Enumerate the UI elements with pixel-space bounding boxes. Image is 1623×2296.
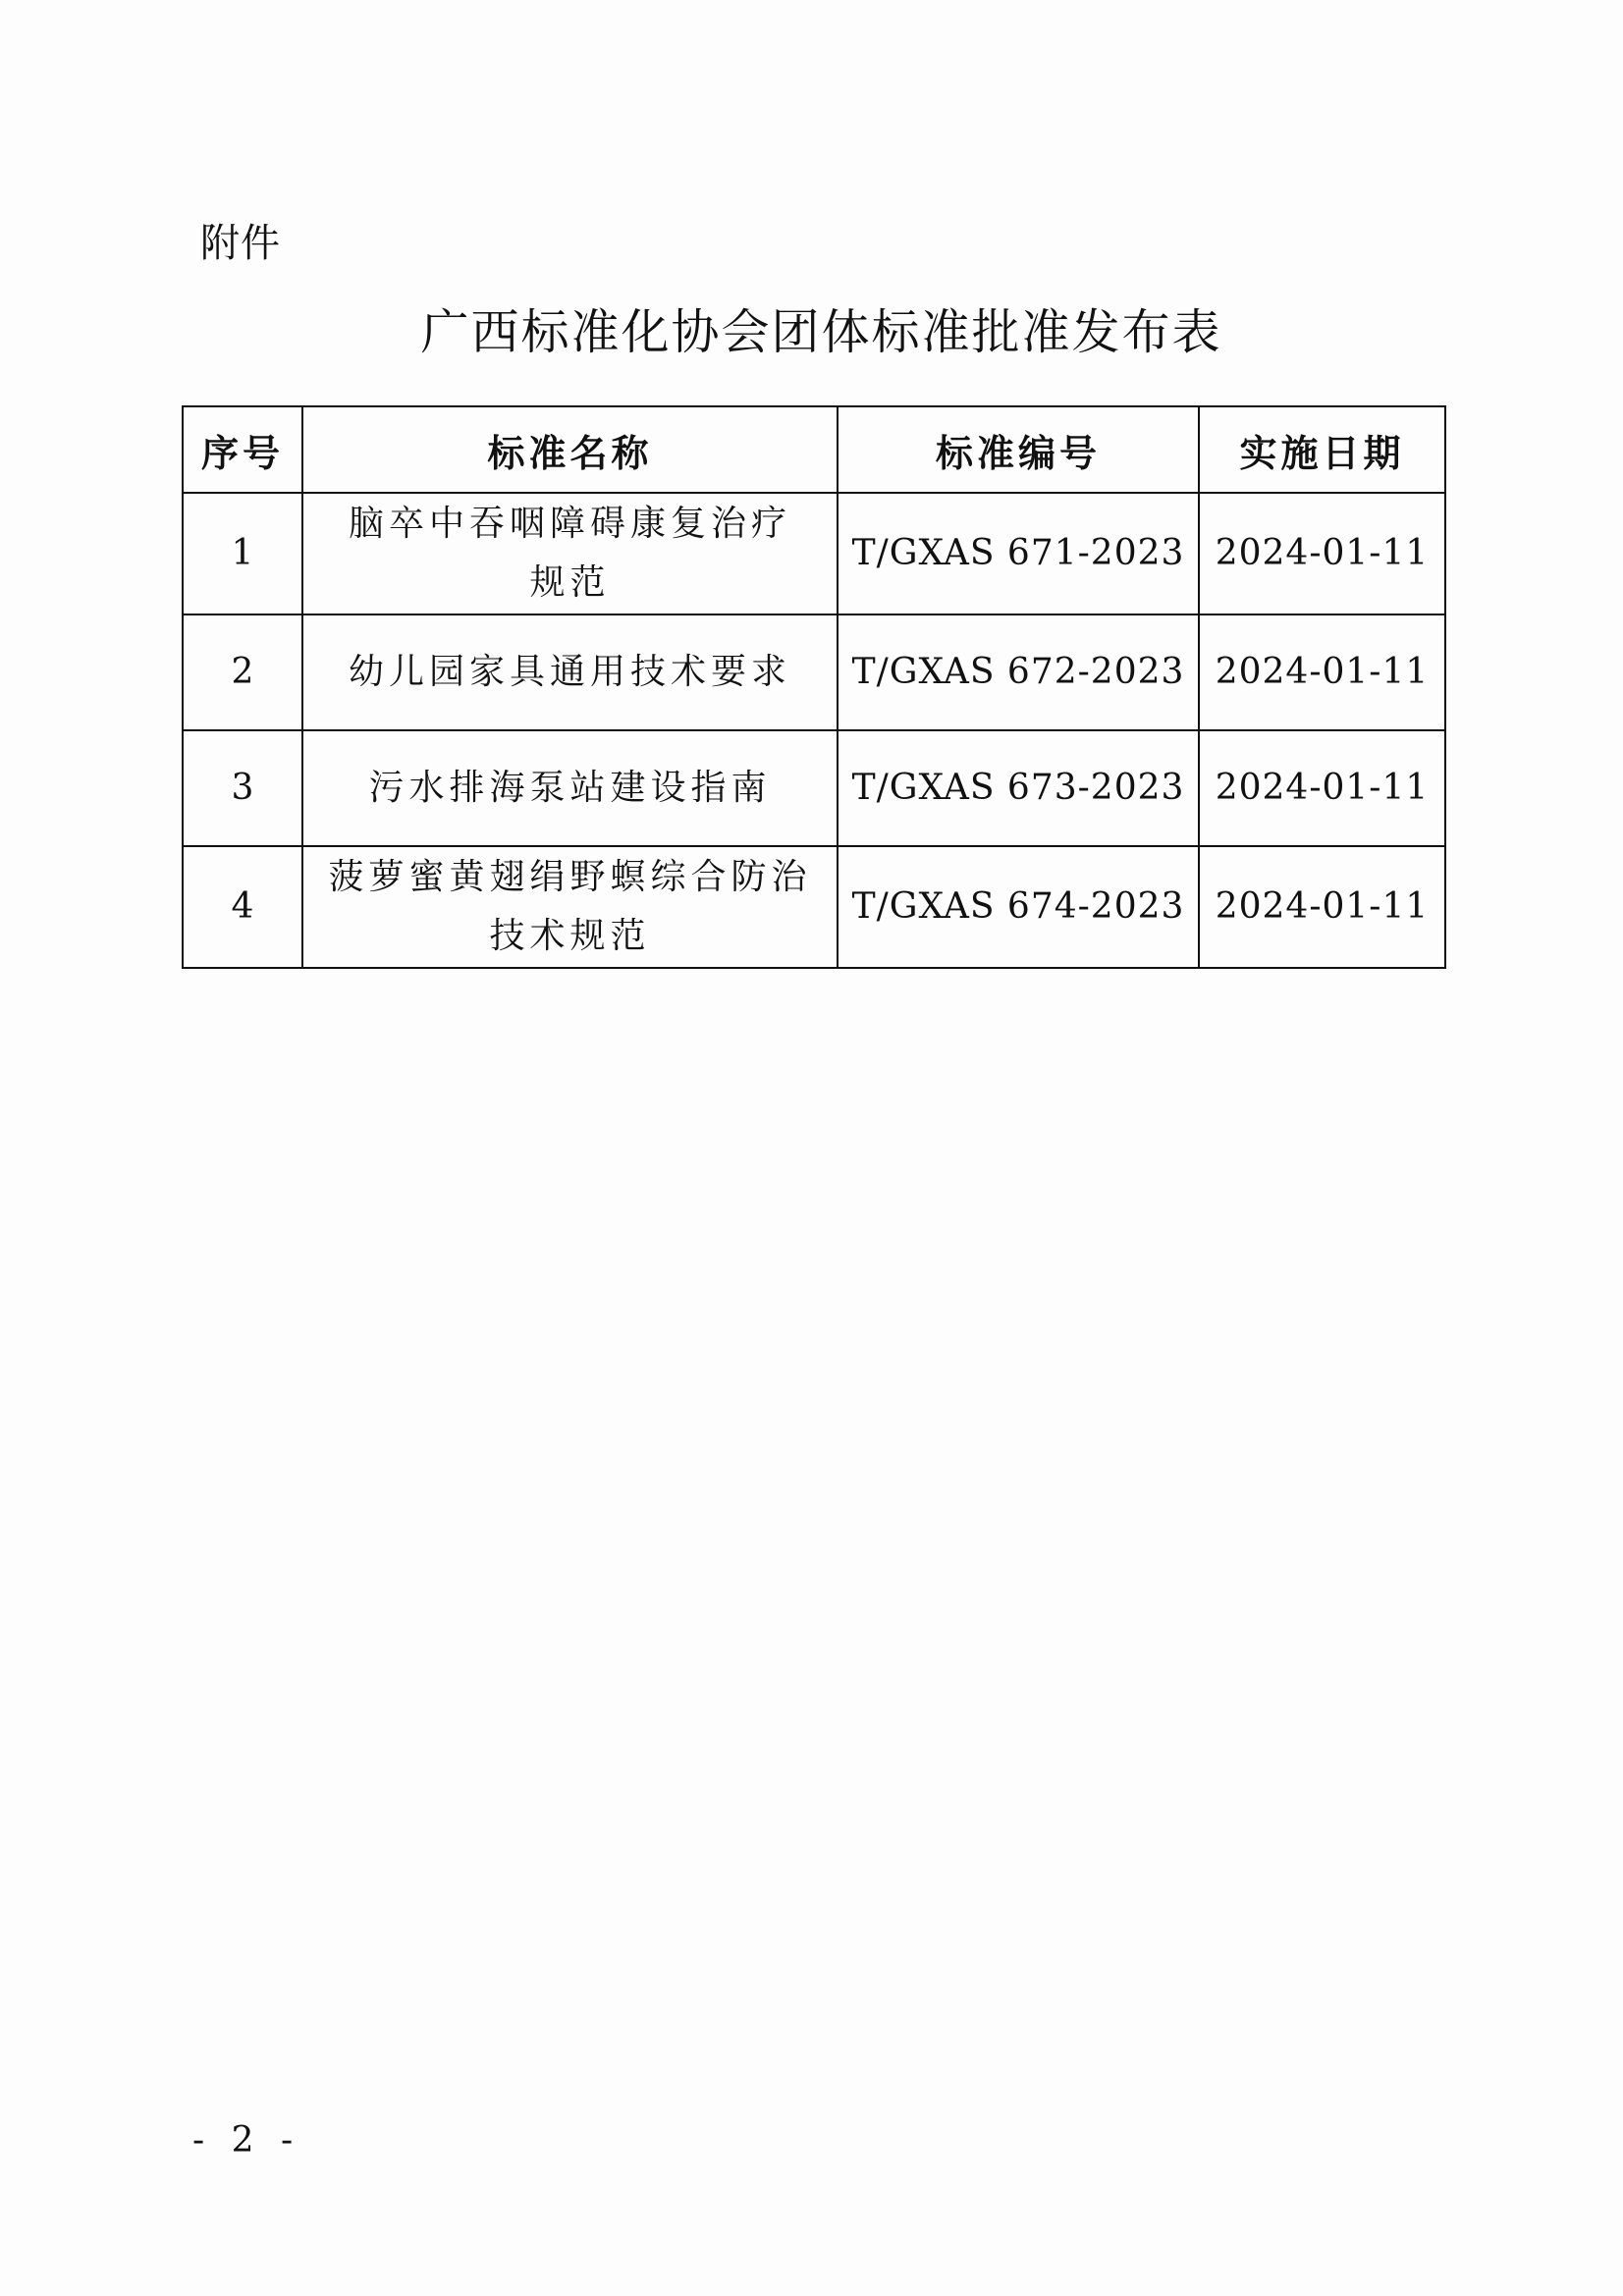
cell-date: 2024-01-11 [1199, 614, 1445, 730]
cell-no: 3 [183, 730, 302, 846]
table-row [183, 730, 1445, 846]
cell-name: 脑卒中吞咽障碍康复治疗规范 [302, 493, 838, 614]
cell-code: T/GXAS 672-2023 [838, 614, 1199, 730]
cell-code: T/GXAS 671-2023 [838, 493, 1199, 614]
cell-name: 菠萝蜜黄翅绢野螟综合防治技术规范 [302, 846, 838, 968]
cell-name: 污水排海泵站建设指南 [302, 730, 838, 846]
header-no: 序号 [183, 406, 302, 493]
cell-name: 幼儿园家具通用技术要求 [302, 614, 838, 730]
table-row [183, 493, 1445, 614]
header-name: 标准名称 [302, 406, 838, 493]
cell-no: 2 [183, 614, 302, 730]
cell-no: 1 [183, 493, 302, 614]
document-title: 广西标准化协会团体标准批准发布表 [420, 304, 1222, 360]
table-row [183, 846, 1445, 968]
cell-no: 4 [183, 846, 302, 968]
cell-code: T/GXAS 674-2023 [838, 846, 1199, 968]
header-date: 实施日期 [1199, 406, 1445, 493]
attachment-label: 附件 [200, 221, 281, 266]
header-code: 标准编号 [838, 406, 1199, 493]
cell-date: 2024-01-11 [1199, 493, 1445, 614]
cell-date: 2024-01-11 [1199, 730, 1445, 846]
standards-table [182, 405, 1446, 969]
table-row [183, 614, 1445, 730]
cell-code: T/GXAS 673-2023 [838, 730, 1199, 846]
table-header-row [183, 406, 1445, 493]
cell-date: 2024-01-11 [1199, 846, 1445, 968]
page-number: - 2 - [192, 2120, 301, 2161]
